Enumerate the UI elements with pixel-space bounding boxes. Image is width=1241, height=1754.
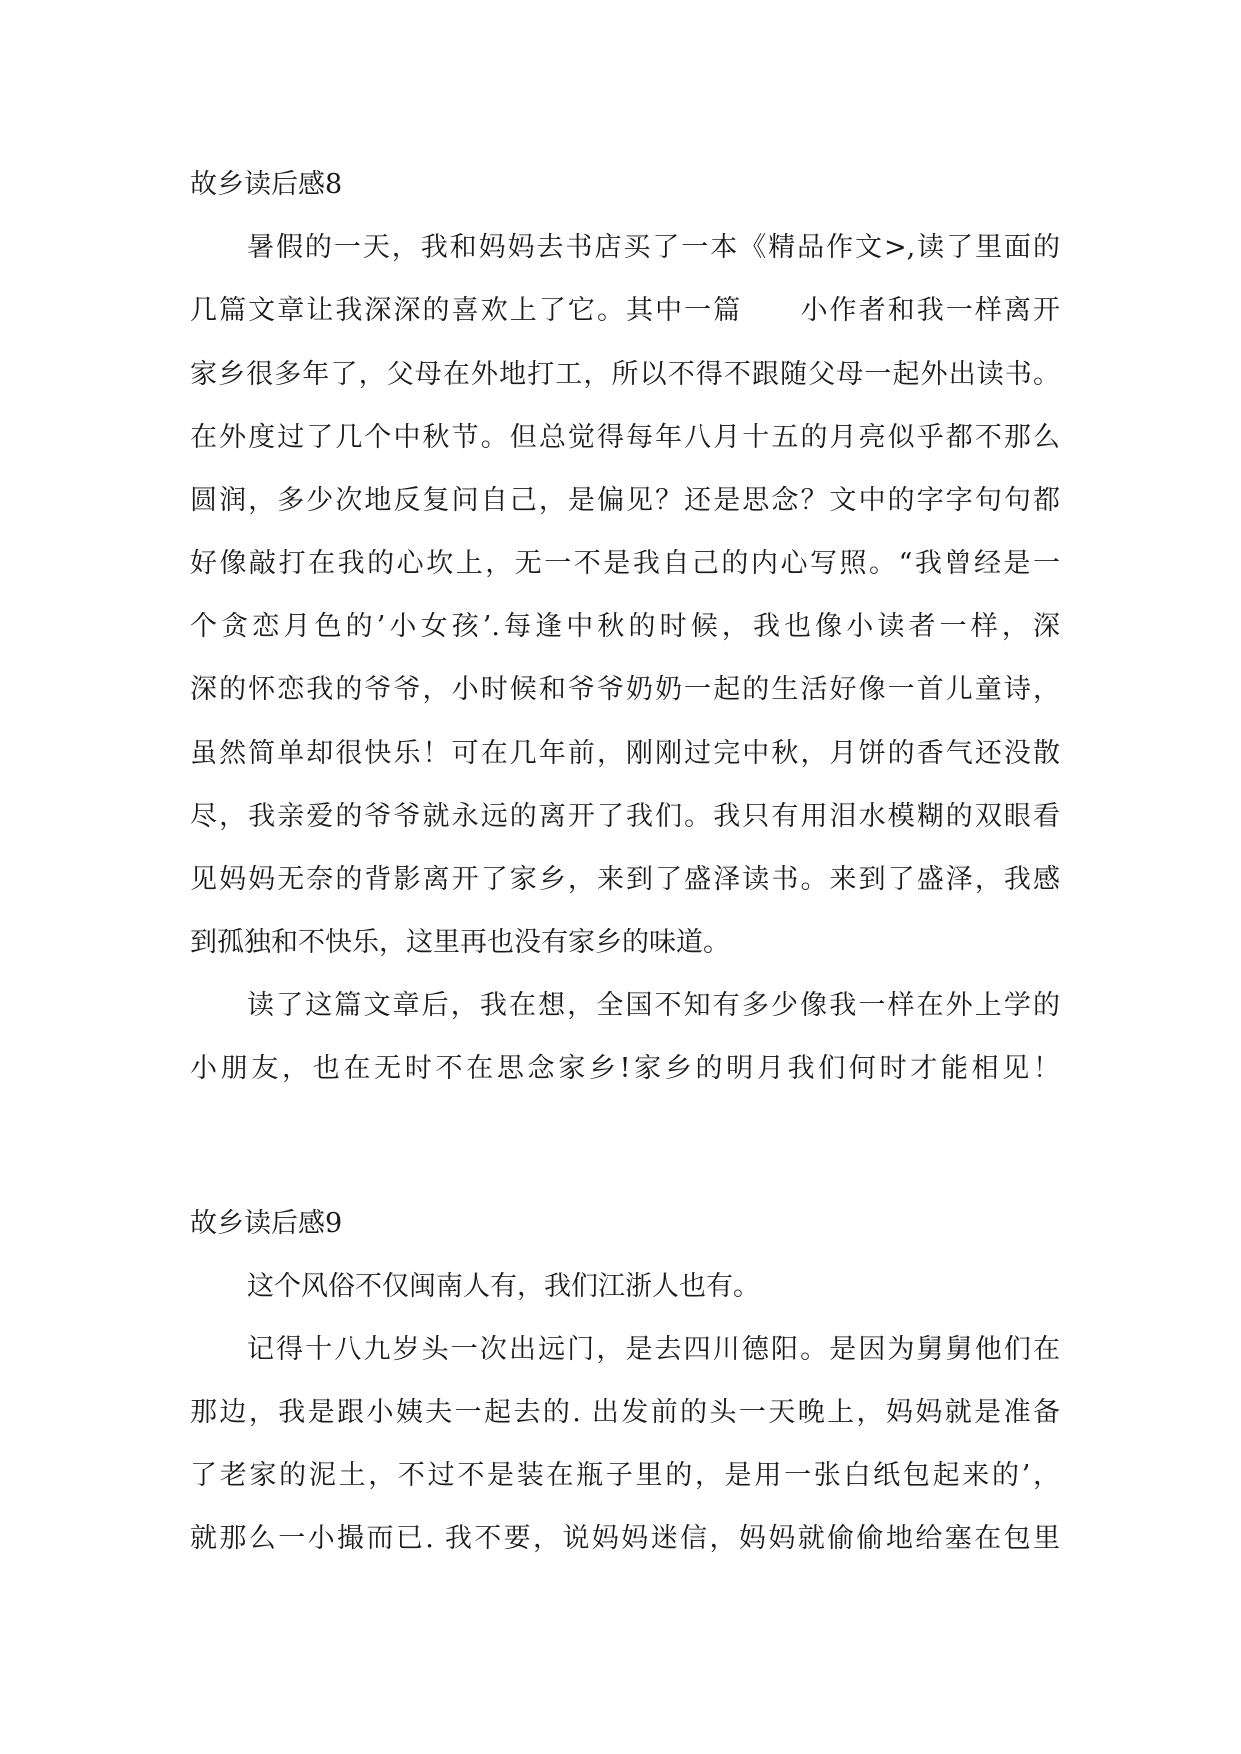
text-line: 虽然简单却很快乐！可在几年前，刚刚过完中秋，月饼的香气还没散	[190, 738, 1060, 769]
text-line: 个贪恋月色的’小女孩’.每逢中秋的时候，我也像小读者一样，深	[190, 611, 1060, 642]
text-line: 见妈妈无奈的背影离开了家乡，来到了盛泽读书。来到了盛泽，我感	[190, 864, 1060, 895]
text-line: 到孤独和不快乐，这里再也没有家乡的味道。	[190, 927, 730, 958]
section-title: 故乡读后感8	[190, 169, 343, 200]
text-line: 就那么一小撮而已. 我不要，说妈妈迷信，妈妈就偷偷地给塞在包里	[190, 1523, 1060, 1554]
text-line: 读了这篇文章后，我在想，全国不知有多少像我一样在外上学的	[247, 990, 1060, 1021]
text-line: 好像敲打在我的心坎上，无一不是我自己的内心写照。“我曾经是一	[190, 548, 1060, 579]
text-line: 尽，我亲爱的爷爷就永远的离开了我们。我只有用泪水模糊的双眼看	[190, 801, 1060, 832]
text-line: 几篇文章让我深深的喜欢上了它。其中一篇 小作者和我一样离开	[190, 295, 1060, 326]
text-line: 圆润，多少次地反复问自己，是偏见？还是思念？文中的字字句句都	[190, 485, 1060, 516]
text-line: 记得十八九岁头一次出远门，是去四川德阳。是因为舅舅他们在	[247, 1334, 1060, 1365]
text-line: 暑假的一天，我和妈妈去书店买了一本《精品作文>,读了里面的	[247, 232, 1060, 263]
text-line: 了老家的泥土，不过不是装在瓶子里的，是用一张白纸包起来的’，	[190, 1460, 1060, 1491]
section-title: 故乡读后感9	[190, 1208, 343, 1239]
text-line: 小朋友，也在无时不在思念家乡!家乡的明月我们何时才能相见！	[190, 1053, 1060, 1084]
text-line: 在外度过了几个中秋节。但总觉得每年八月十五的月亮似乎都不那么	[190, 422, 1060, 453]
text-line: 深的怀恋我的爷爷，小时候和爷爷奶奶一起的生活好像一首儿童诗，	[190, 674, 1060, 705]
text-line: 这个风俗不仅闽南人有，我们江浙人也有。	[247, 1271, 760, 1302]
text-line: 家乡很多年了，父母在外地打工，所以不得不跟随父母一起外出读书。	[190, 359, 1060, 390]
text-line: 那边，我是跟小姨夫一起去的. 出发前的头一天晚上，妈妈就是准备	[190, 1397, 1060, 1428]
